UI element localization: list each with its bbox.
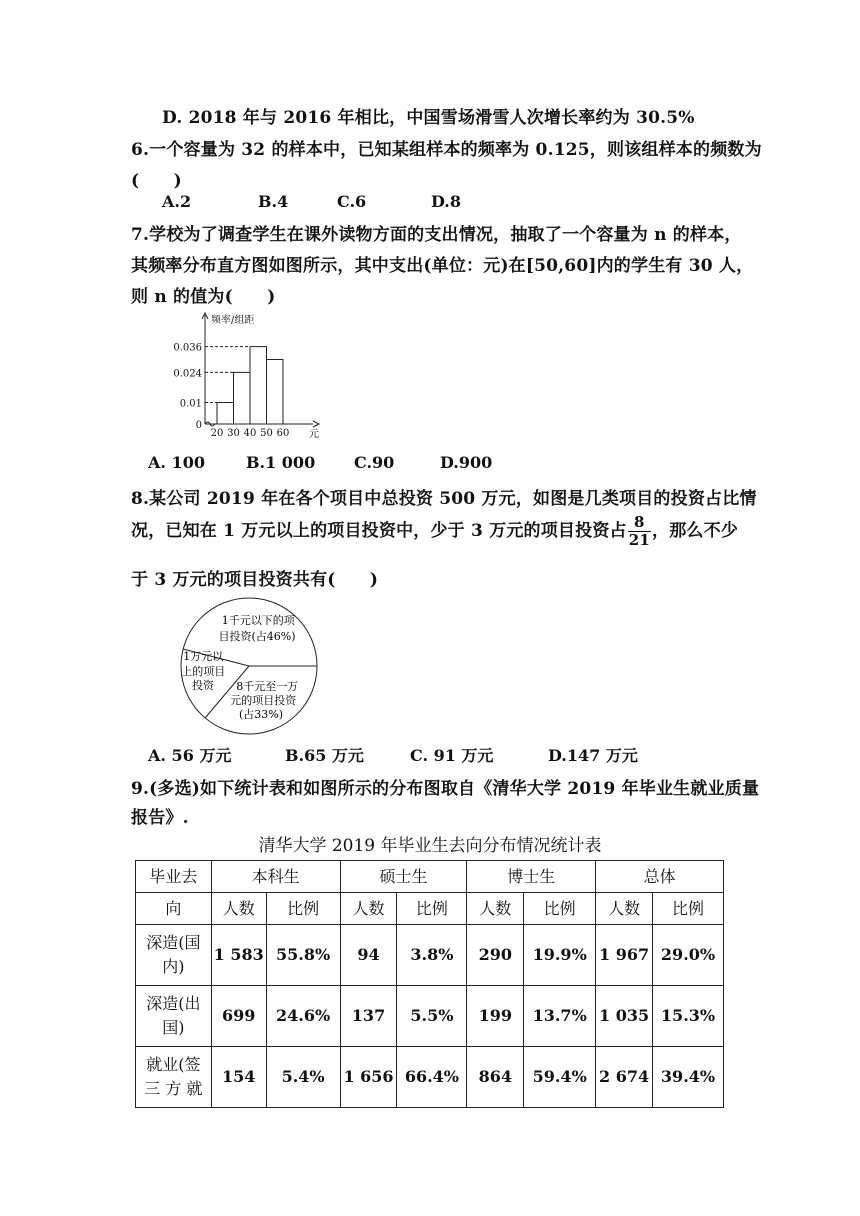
q8-option-c: C. 91 万元 <box>410 746 494 765</box>
q7-option-b: B.1 000 <box>246 453 316 472</box>
table-cell: 137 <box>340 986 397 1047</box>
q7-line-1: 7.学校为了调查学生在课外读物方面的支出情况，抽取了一个容量为 n 的样本， <box>131 225 742 245</box>
x-tick-label: 50 <box>260 428 273 439</box>
x-tick-label: 40 <box>243 428 257 439</box>
subheader-ratio: 比例 <box>397 893 467 925</box>
header-destination-part1: 毕业去 <box>136 861 212 893</box>
table-cell: 15.3% <box>653 986 724 1047</box>
pie-slice1-line2: 目投资(占46%) <box>218 630 296 643</box>
pie-slice3-line3: (占33%) <box>238 708 284 721</box>
pie-slice3-line2: 元的项目投资 <box>230 694 297 707</box>
table-cell: 13.7% <box>524 986 596 1047</box>
row-label-line: 深造(出 <box>146 994 201 1013</box>
histogram-bar <box>250 347 267 424</box>
x-axis-title: 元 <box>309 429 319 440</box>
frequency-histogram <box>165 311 335 441</box>
q9-line-1: 9.(多选)如下统计表和如图所示的分布图取自《清华大学 2019 年毕业生就业质量 <box>131 779 760 799</box>
table-cell: 5.4% <box>266 1047 340 1108</box>
y-tick-label: 0.024 <box>173 368 202 380</box>
header-destination-part2: 向 <box>136 893 212 925</box>
subheader-count: 人数 <box>467 893 524 925</box>
q7-option-d: D.900 <box>440 453 493 472</box>
pie-slice3-line1: 8千元至一万 <box>236 680 299 693</box>
table-cell: 19.9% <box>524 925 596 986</box>
pie-slice1-line1: 1千元以下的项 <box>221 614 295 627</box>
q8-line-3: 于 3 万元的项目投资共有( ) <box>131 570 379 590</box>
header-total: 总体 <box>596 861 724 893</box>
x-tick-label: 20 <box>210 428 224 439</box>
x-tick-label: 60 <box>276 428 290 439</box>
subheader-count: 人数 <box>211 893 266 925</box>
pie-slice2-line3: 投资 <box>192 679 214 692</box>
q6-option-b: B.4 <box>258 192 289 211</box>
q7-line-3: 则 n 的值为( ) <box>131 287 276 307</box>
table-cell: 199 <box>467 986 524 1047</box>
subheader-count: 人数 <box>340 893 397 925</box>
table-title: 清华大学 2019 年毕业生去向分布情况统计表 <box>258 836 602 856</box>
table-cell: 1 035 <box>596 986 653 1047</box>
x-axis-arrow <box>313 421 319 427</box>
table-cell: 1 656 <box>340 1047 397 1108</box>
graduate-destination-table <box>135 860 724 1108</box>
q8-option-a: A. 56 万元 <box>148 746 232 765</box>
y-axis-title: 频率/组距 <box>211 315 255 326</box>
q8-line-2-before: 况，已知在 1 万元以上的项目投资中，少于 3 万元的项目投资占 <box>131 521 627 541</box>
fraction-8-21 <box>628 514 651 549</box>
x-tick-label: 30 <box>227 428 240 439</box>
table-cell: 94 <box>340 925 397 986</box>
table-subheader-row <box>136 893 724 925</box>
q8-line-1: 8.某公司 2019 年在各个项目中总投资 500 万元，如图是几类项目的投资占比情 <box>131 489 757 509</box>
pie-slice2-line2: 上的项目 <box>181 665 226 678</box>
q6-option-d: D.8 <box>431 192 462 211</box>
row-label-line: 三 方 就 <box>144 1079 203 1098</box>
row-label-line: 深造(国 <box>146 933 201 952</box>
table-cell: 66.4% <box>397 1047 467 1108</box>
row-label <box>136 1047 212 1108</box>
fraction-numerator: 8 <box>628 514 651 532</box>
table-cell: 59.4% <box>524 1047 596 1108</box>
table-cell: 29.0% <box>653 925 724 986</box>
table-cell: 55.8% <box>266 925 340 986</box>
histogram-bar <box>234 372 251 424</box>
fraction-denominator: 21 <box>628 531 651 549</box>
q7-option-a: A. 100 <box>148 453 205 472</box>
header-master: 硕士生 <box>340 861 467 893</box>
table-cell: 2 674 <box>596 1047 653 1108</box>
q7-line-2: 其频率分布直方图如图所示，其中支出(单位：元)在[50,60]内的学生有 30 人， <box>131 256 754 276</box>
table-cell: 864 <box>467 1047 524 1108</box>
table-row <box>136 986 724 1047</box>
y-tick-label: 0.036 <box>173 342 202 354</box>
row-label <box>136 986 212 1047</box>
q6-line-1: 6.一个容量为 32 的样本中，已知某组样本的频率为 0.125，则该组样本的频数为 <box>131 140 762 160</box>
table-cell: 699 <box>211 986 266 1047</box>
investment-pie-chart <box>175 593 325 743</box>
subheader-ratio: 比例 <box>653 893 724 925</box>
q8-option-b: B.65 万元 <box>285 746 364 765</box>
q6-option-c: C.6 <box>337 192 367 211</box>
row-label <box>136 925 212 986</box>
q8-line-2 <box>131 514 738 549</box>
subheader-count: 人数 <box>596 893 653 925</box>
histogram-bar <box>217 403 234 425</box>
y-tick-label: 0.01 <box>179 398 202 410</box>
pie-slice2-line1: 1万元以 <box>183 650 224 663</box>
q8-option-d: D.147 万元 <box>548 746 638 765</box>
header-doctor: 博士生 <box>467 861 596 893</box>
row-label-line: 国) <box>162 1018 185 1037</box>
histogram-bar <box>267 360 284 425</box>
y-tick-label: 0 <box>195 420 202 431</box>
q9-line-2: 报告》. <box>131 808 189 828</box>
table-cell: 154 <box>211 1047 266 1108</box>
q6-option-a: A.2 <box>162 192 192 211</box>
subheader-ratio: 比例 <box>266 893 340 925</box>
q6-line-2: ( ) <box>131 171 182 191</box>
q5-option-d: D. 2018 年与 2016 年相比，中国雪场滑雪人次增长率约为 30.5% <box>162 108 695 128</box>
row-label-line: 就业(签 <box>146 1055 201 1074</box>
table-cell: 1 967 <box>596 925 653 986</box>
header-undergraduate: 本科生 <box>211 861 340 893</box>
q7-option-c: C.90 <box>354 453 395 472</box>
table-cell: 3.8% <box>397 925 467 986</box>
table-row <box>136 1047 724 1108</box>
row-label-line: 内) <box>162 957 185 976</box>
table-cell: 290 <box>467 925 524 986</box>
subheader-ratio: 比例 <box>524 893 596 925</box>
table-cell: 5.5% <box>397 986 467 1047</box>
table-cell: 1 583 <box>211 925 266 986</box>
q8-line-2-after: ，那么不少 <box>652 521 739 541</box>
table-row <box>136 925 724 986</box>
table-header-row <box>136 861 724 893</box>
table-cell: 24.6% <box>266 986 340 1047</box>
table-cell: 39.4% <box>653 1047 724 1108</box>
